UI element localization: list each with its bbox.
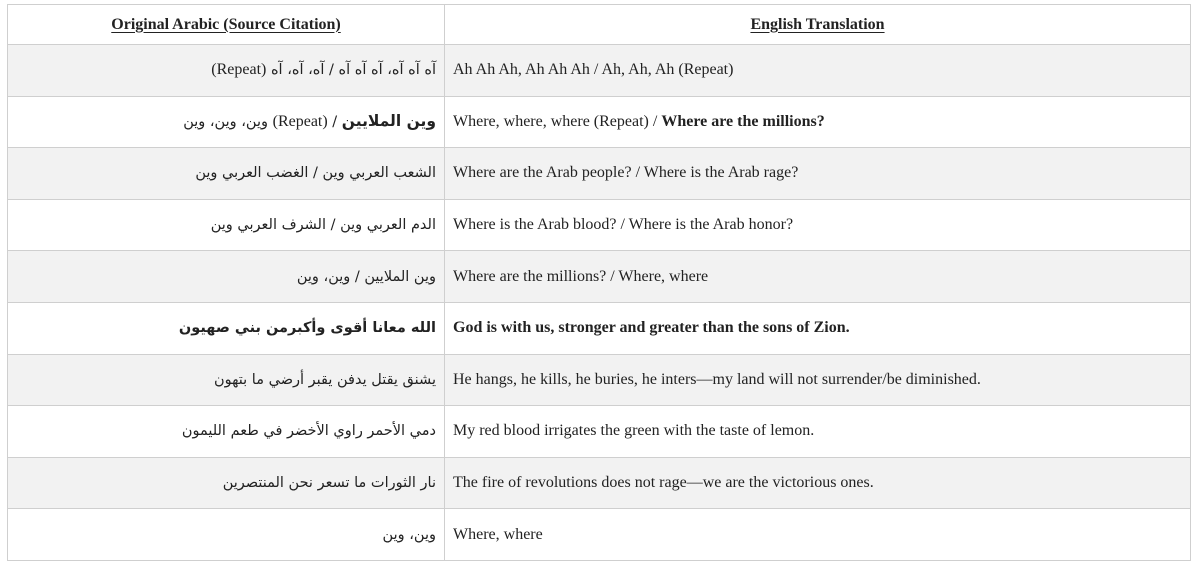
arabic-cell: وين الملايين / (Repeat) وين، وين، وين <box>8 96 445 148</box>
english-cell: He hangs, he kills, he buries, he inters—my land will not surrender/be diminished. <box>445 354 1191 406</box>
table-row <box>8 457 1191 509</box>
table-row <box>8 354 1191 406</box>
table-row <box>8 199 1191 251</box>
table-row <box>8 96 1191 148</box>
lyrics-translation-table <box>7 4 1191 561</box>
arabic-cell: وين، وين <box>8 509 445 561</box>
english-cell: Where are the millions? / Where, where <box>445 251 1191 303</box>
english-cell: Where, where, where (Repeat) / Where are the millions? <box>445 96 1191 148</box>
english-cell: God is with us, stronger and greater than the sons of Zion. <box>445 302 1191 354</box>
english-cell: The fire of revolutions does not rage—we are the victorious ones. <box>445 457 1191 509</box>
arabic-cell: يشنق يقتل يدفن يقبر أرضي ما بتهون <box>8 354 445 406</box>
english-cell: Where are the Arab people? / Where is the Arab rage? <box>445 148 1191 200</box>
table-row <box>8 509 1191 561</box>
english-cell: My red blood irrigates the green with the taste of lemon. <box>445 406 1191 458</box>
arabic-cell: الدم العربي وين / الشرف العربي وين <box>8 199 445 251</box>
english-cell: Ah Ah Ah, Ah Ah Ah / Ah, Ah, Ah (Repeat) <box>445 45 1191 97</box>
arabic-column-header: Original Arabic (Source Citation) <box>8 5 445 45</box>
table-row <box>8 148 1191 200</box>
arabic-cell: الله معانا أقوى وأكبرمن بني صهيون <box>8 302 445 354</box>
table-row <box>8 406 1191 458</box>
english-cell: Where, where <box>445 509 1191 561</box>
arabic-cell: نار الثورات ما تسعر نحن المنتصرين <box>8 457 445 509</box>
arabic-cell: آه آه آه، آه آه آه / آه، آه، آه (Repeat) <box>8 45 445 97</box>
arabic-cell: وين الملايين / وين، وين <box>8 251 445 303</box>
table-row <box>8 45 1191 97</box>
arabic-cell: دمي الأحمر راوي الأخضر في طعم الليمون <box>8 406 445 458</box>
english-column-header: English Translation <box>445 5 1191 45</box>
english-cell: Where is the Arab blood? / Where is the Arab honor? <box>445 199 1191 251</box>
header-row <box>8 5 1191 45</box>
arabic-cell: الشعب العربي وين / الغضب العربي وين <box>8 148 445 200</box>
table-row <box>8 251 1191 303</box>
table-row <box>8 302 1191 354</box>
